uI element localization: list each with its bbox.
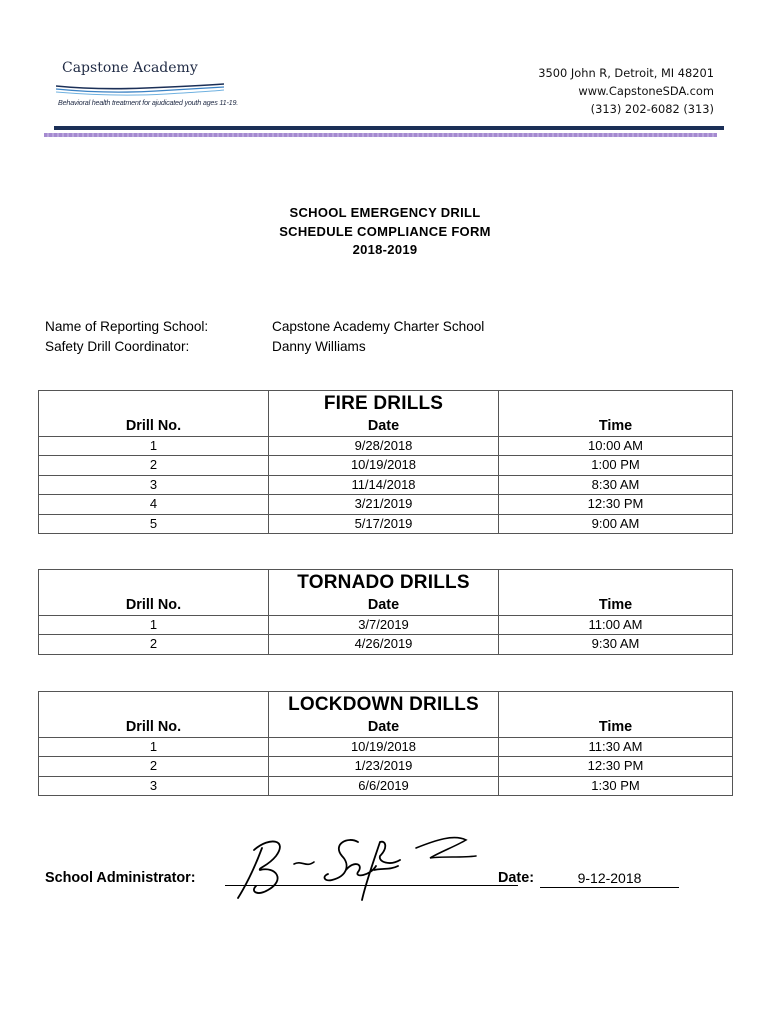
time-cell: 12:30 PM [499, 495, 733, 515]
column-header-time: Time [499, 417, 733, 436]
fire-drills-table [38, 390, 733, 534]
time-cell: 1:30 PM [499, 776, 733, 796]
date-label: Date: [498, 870, 534, 886]
date-cell: 10/19/2018 [269, 456, 499, 476]
table-row [39, 757, 733, 777]
time-cell: 10:00 AM [499, 436, 733, 456]
table-row [39, 737, 733, 757]
column-header-drill-no: Drill No. [39, 596, 269, 615]
drill-no-cell: 1 [39, 436, 269, 456]
logo-name: Capstone Academy [62, 60, 198, 76]
lockdown-drills-heading: LOCKDOWN DRILLS [269, 692, 499, 719]
signature-row [45, 868, 745, 898]
table-row [39, 635, 733, 655]
tornado-drills-table [38, 569, 733, 655]
date-cell: 10/19/2018 [269, 737, 499, 757]
tornado-drills-heading: TORNADO DRILLS [269, 570, 499, 597]
column-header-date: Date [269, 596, 499, 615]
time-cell: 9:30 AM [499, 635, 733, 655]
time-cell: 11:00 AM [499, 615, 733, 635]
drill-no-cell: 3 [39, 475, 269, 495]
column-header-drill-no: Drill No. [39, 718, 269, 737]
table-row [39, 776, 733, 796]
table-row [39, 475, 733, 495]
date-cell: 3/7/2019 [269, 615, 499, 635]
school-row [45, 317, 484, 337]
header-rule-navy [54, 126, 724, 130]
date-cell: 4/26/2019 [269, 635, 499, 655]
drill-no-cell: 2 [39, 456, 269, 476]
header-rule-lilac [44, 133, 717, 137]
date-cell: 5/17/2019 [269, 514, 499, 534]
logo-tagline: Behavioral health treatment for ajudicated youth ages 11-19. [58, 98, 239, 107]
school-info [45, 317, 484, 356]
admin-label: School Administrator: [45, 870, 196, 886]
address-phone: (313) 202-6082 (313) [590, 102, 714, 116]
time-cell: 9:00 AM [499, 514, 733, 534]
coordinator-value: Danny Williams [272, 338, 366, 354]
coordinator-label: Safety Drill Coordinator: [45, 338, 190, 354]
drill-no-cell: 2 [39, 757, 269, 777]
school-label: Name of Reporting School: [45, 319, 209, 334]
drill-no-cell: 1 [39, 737, 269, 757]
time-cell: 11:30 AM [499, 737, 733, 757]
title-line-3: 2018-2019 [352, 242, 418, 257]
date-cell: 6/6/2019 [269, 776, 499, 796]
drill-no-cell: 5 [39, 514, 269, 534]
table-row [39, 456, 733, 476]
date-cell: 9/28/2018 [269, 436, 499, 456]
table-row [39, 615, 733, 635]
column-header-drill-no: Drill No. [39, 417, 269, 436]
drill-no-cell: 2 [39, 635, 269, 655]
drill-no-cell: 4 [39, 495, 269, 515]
column-header-date: Date [269, 718, 499, 737]
lockdown-drills-table [38, 691, 733, 796]
coordinator-row [45, 337, 484, 357]
time-cell: 8:30 AM [499, 475, 733, 495]
column-header-time: Time [499, 596, 733, 615]
form-title [0, 204, 770, 260]
capstone-logo [56, 58, 239, 120]
logo-swoosh-icon [56, 78, 224, 100]
time-cell: 1:00 PM [499, 456, 733, 476]
date-value: 9-12-2018 [540, 870, 679, 888]
fire-drills-heading: FIRE DRILLS [269, 391, 499, 418]
address-street: 3500 John R, Detroit, MI 48201 [538, 66, 714, 80]
drill-no-cell: 3 [39, 776, 269, 796]
time-cell: 12:30 PM [499, 757, 733, 777]
address-block [538, 64, 714, 118]
column-header-time: Time [499, 718, 733, 737]
drill-no-cell: 1 [39, 615, 269, 635]
title-line-2: SCHEDULE COMPLIANCE FORM [279, 223, 491, 239]
address-website: www.CapstoneSDA.com [578, 84, 714, 98]
school-value: Capstone Academy Charter School [272, 319, 485, 334]
table-row [39, 495, 733, 515]
title-line-1: SCHOOL EMERGENCY DRILL [289, 205, 481, 220]
column-header-date: Date [269, 417, 499, 436]
table-row [39, 436, 733, 456]
table-row [39, 514, 733, 534]
handwritten-signature [230, 830, 480, 902]
date-cell: 11/14/2018 [269, 475, 499, 495]
date-cell: 1/23/2019 [269, 757, 499, 777]
date-cell: 3/21/2019 [269, 495, 499, 515]
